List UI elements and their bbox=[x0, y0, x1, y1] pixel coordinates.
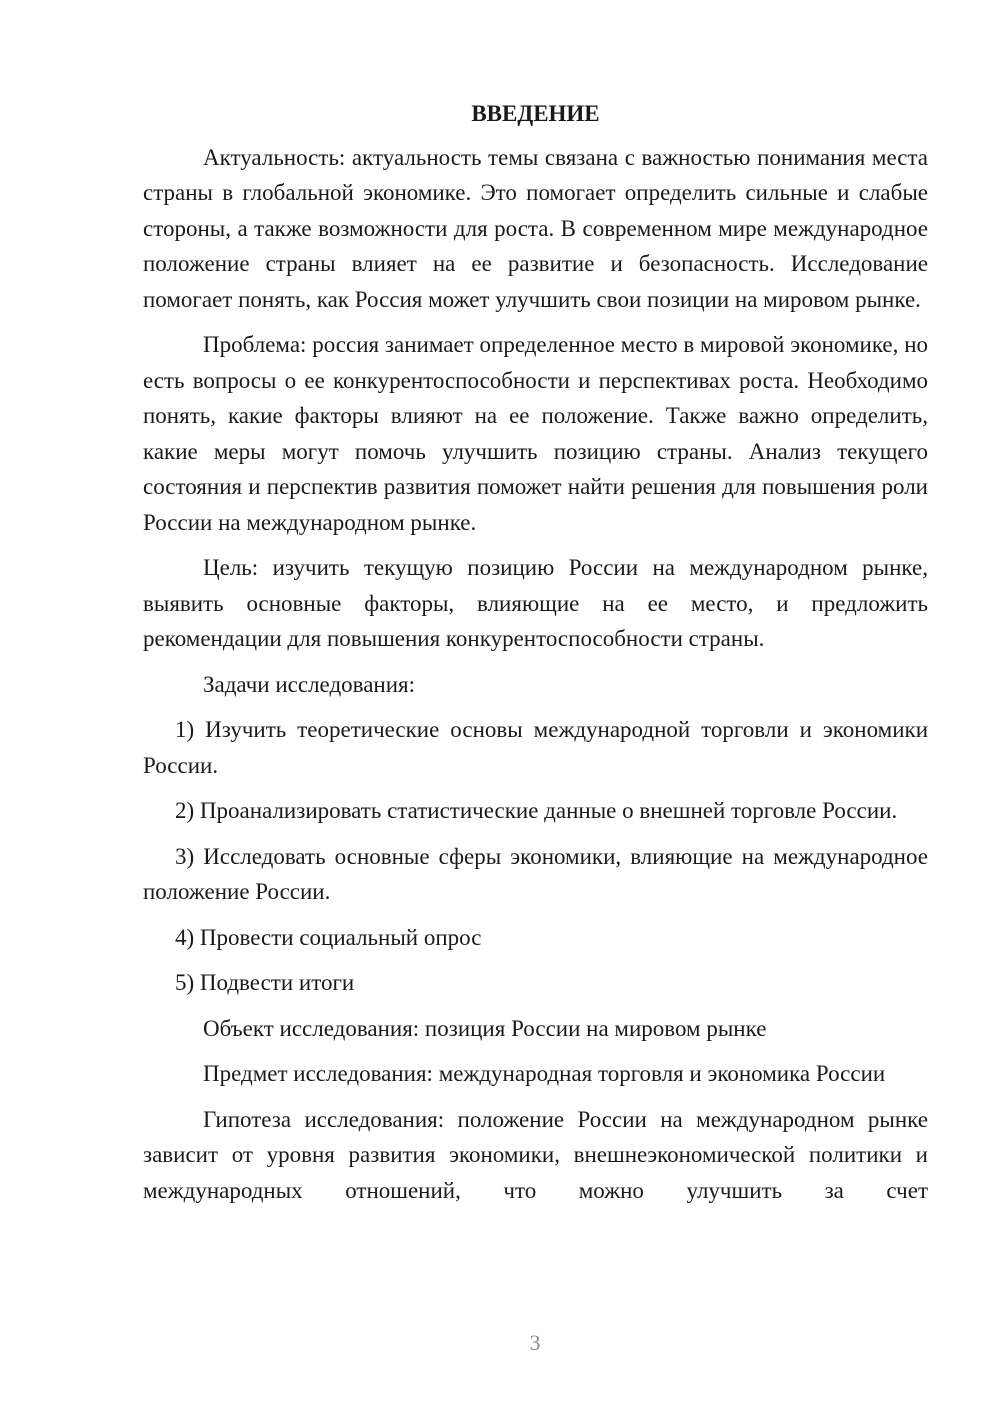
task-item: 1) Изучить теоретические основы международной торговли и экономики России. bbox=[143, 717, 928, 778]
paragraph-relevance: Актуальность: актуальность темы связана с важностью понимания места страны в глобальной экономике. Это помогает определить сильные и слабые стороны, а также возможности для роста. В современном мире международное положение страны влияет на ее развитие и безопасность. Исследование помогает понять, как Россия может улучшить свои позиции на мировом рынке. bbox=[143, 144, 928, 312]
paragraph-hypothesis: Гипотеза исследования: положение России на международном рынке зависит от уровня развития экономики, внешнеэкономической политики и международных отношений, что можно улучшить за счет bbox=[143, 1106, 928, 1203]
paragraph-goal: Цель: изучить текущую позицию России на международном рынке, выявить основные факторы, влияющие на ее место, и предложить рекомендации для повышения конкурентоспособности страны. bbox=[143, 555, 928, 651]
paragraph-subject: Предмет исследования: международная торговля и экономика России bbox=[203, 1061, 886, 1086]
document-body bbox=[143, 96, 928, 1218]
section-title: ВВЕДЕНИЕ bbox=[471, 101, 600, 126]
task-item: 4) Провести социальный опрос bbox=[175, 924, 482, 950]
task-item: 3) Исследовать основные сферы экономики, влияющие на международное положение России. bbox=[143, 843, 928, 904]
tasks-heading: Задачи исследования: bbox=[203, 671, 416, 697]
paragraph-problem: Проблема: россия занимает определенное место в мировой экономике, но есть вопросы о ее конкурентоспособности и перспективах роста. Необходимо понять, какие факторы влияют на ее положение. Также важно определить, какие меры могут помочь улучшить позицию страны. Анализ текущего состояния и перспектив развития поможет найти решения для повышения роли России на международном рынке. bbox=[143, 332, 928, 535]
task-item: 5) Подвести итоги bbox=[175, 970, 355, 995]
page-number: 3 bbox=[529, 1330, 541, 1355]
paragraph-object: Объект исследования: позиция России на мировом рынке bbox=[203, 1015, 767, 1041]
task-item: 2) Проанализировать статистические данные о внешней торговле России. bbox=[175, 798, 898, 823]
